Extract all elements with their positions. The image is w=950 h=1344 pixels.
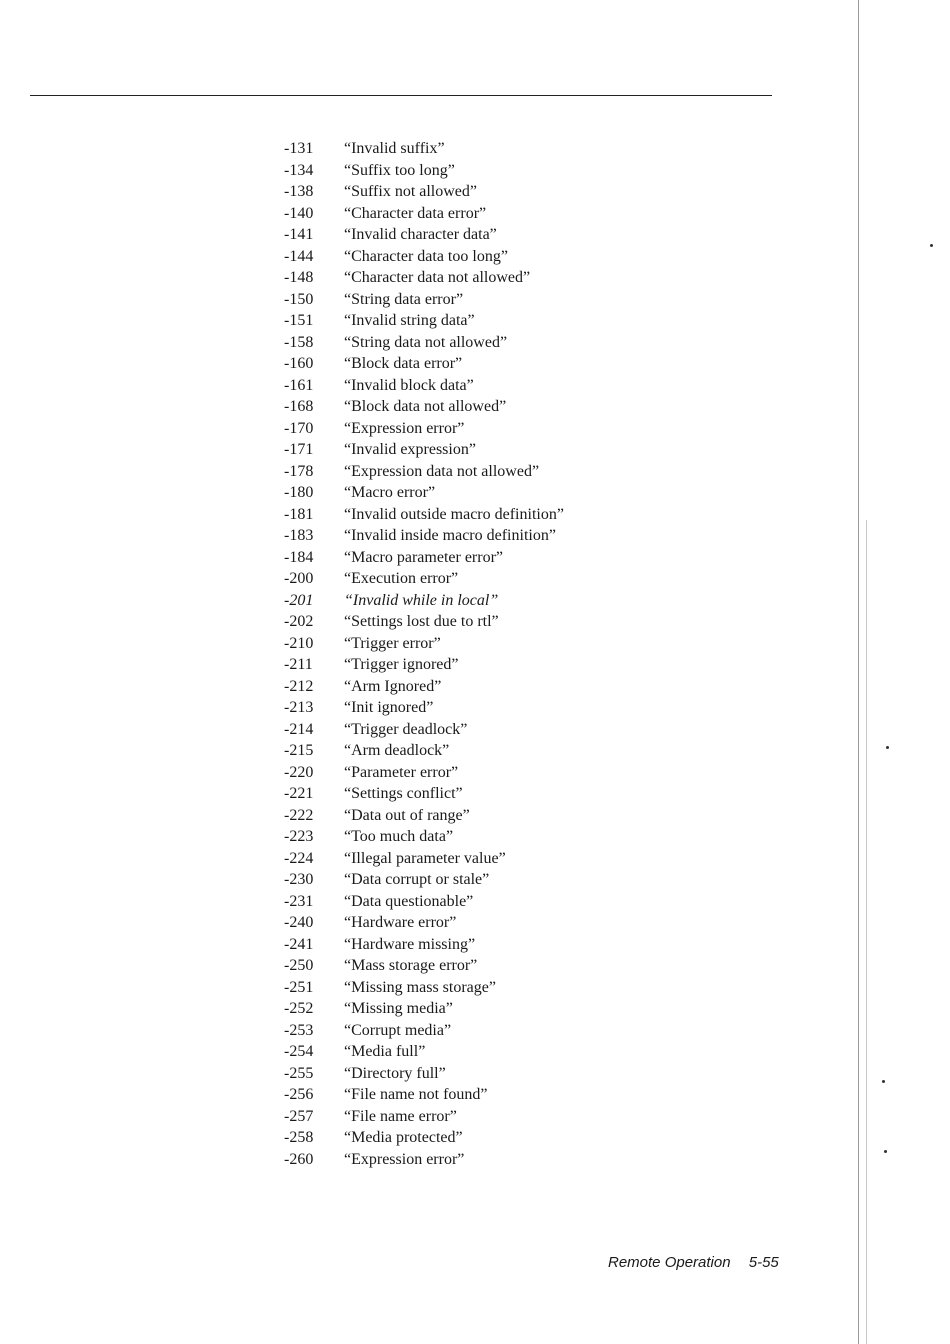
error-row <box>284 547 564 569</box>
error-code: -258 <box>284 1129 314 1146</box>
error-code: -150 <box>284 290 314 308</box>
error-message: “String data not allowed” <box>344 333 508 351</box>
error-row <box>284 267 564 289</box>
error-row <box>284 310 564 332</box>
error-code: -221 <box>284 785 314 802</box>
error-row <box>284 977 564 999</box>
error-code: -213 <box>284 699 314 716</box>
error-message: “Trigger error” <box>344 634 441 652</box>
error-message: “Too much data” <box>344 828 454 845</box>
error-row <box>284 826 564 848</box>
error-code: -214 <box>284 720 314 738</box>
error-code: -151 <box>284 312 314 329</box>
error-row <box>284 633 564 655</box>
error-row <box>284 654 564 676</box>
error-code: -222 <box>284 806 314 824</box>
error-code: -141 <box>284 226 314 243</box>
error-code: -202 <box>284 613 314 630</box>
error-row <box>284 848 564 870</box>
error-message: “Trigger deadlock” <box>344 720 468 738</box>
error-message: “Invalid string data” <box>344 312 475 329</box>
error-code: -230 <box>284 871 314 888</box>
error-row <box>284 762 564 784</box>
footer-page-number: 5-55 <box>748 1254 779 1271</box>
error-row <box>284 783 564 805</box>
error-code: -180 <box>284 484 314 501</box>
error-code: -255 <box>284 1064 314 1082</box>
error-message: “Data out of range” <box>344 806 470 824</box>
error-row <box>284 1063 564 1085</box>
error-row <box>284 740 564 762</box>
error-row <box>284 375 564 397</box>
error-code: -148 <box>284 269 314 286</box>
error-row <box>284 676 564 698</box>
error-row <box>284 525 564 547</box>
error-code: -170 <box>284 419 314 437</box>
error-code: -134 <box>284 161 314 179</box>
error-message: “Invalid inside macro definition” <box>344 527 556 544</box>
error-row <box>284 590 564 612</box>
error-code: -240 <box>284 914 314 931</box>
error-code: -201 <box>284 591 314 609</box>
error-code: -250 <box>284 957 314 974</box>
error-code: -224 <box>284 849 314 867</box>
page-footer <box>608 1254 779 1271</box>
error-message: “Block data not allowed” <box>344 398 507 415</box>
error-message: “Invalid character data” <box>344 226 497 243</box>
error-code: -178 <box>284 462 314 480</box>
error-code: -183 <box>284 527 314 544</box>
error-code: -181 <box>284 505 314 523</box>
error-message: “Invalid suffix” <box>344 140 445 157</box>
scan-speck <box>884 1150 887 1153</box>
scan-speck <box>882 1080 885 1083</box>
error-code: -231 <box>284 892 314 910</box>
error-message: “Media protected” <box>344 1129 463 1146</box>
error-message: “Hardware missing” <box>344 935 476 953</box>
error-message: “Data corrupt or stale” <box>344 871 490 888</box>
error-row <box>284 332 564 354</box>
page-edge-line <box>858 0 859 1344</box>
error-row <box>284 1106 564 1128</box>
error-row <box>284 934 564 956</box>
error-row <box>284 138 564 160</box>
error-message: “Expression data not allowed” <box>344 462 540 480</box>
error-code: -251 <box>284 978 314 996</box>
error-message: “Data questionable” <box>344 892 474 910</box>
error-message: “File name not found” <box>344 1086 488 1103</box>
error-row <box>284 482 564 504</box>
error-row <box>284 1127 564 1149</box>
error-message: “Init ignored” <box>344 699 434 716</box>
error-code: -138 <box>284 183 314 200</box>
error-code: -140 <box>284 204 314 222</box>
error-message: “Media full” <box>344 1043 426 1060</box>
error-message: “Execution error” <box>344 570 459 587</box>
error-message: “Illegal parameter value” <box>344 849 506 867</box>
error-message: “Expression error” <box>344 419 465 437</box>
error-message: “Missing media” <box>344 1000 453 1017</box>
error-code: -254 <box>284 1043 314 1060</box>
error-row <box>284 504 564 526</box>
error-row <box>284 246 564 268</box>
error-code: -212 <box>284 677 314 695</box>
error-message: “Suffix too long” <box>344 161 455 179</box>
error-code: -168 <box>284 398 314 415</box>
page-edge-line-secondary <box>866 520 867 1344</box>
error-message: “Trigger ignored” <box>344 656 459 673</box>
footer-section-name: Remote Operation <box>608 1254 731 1271</box>
scan-speck <box>930 244 933 247</box>
error-message: “Macro error” <box>344 484 436 501</box>
error-code: -161 <box>284 376 314 394</box>
error-row <box>284 891 564 913</box>
error-code: -184 <box>284 548 314 566</box>
error-message: “Block data error” <box>344 355 463 372</box>
error-message: “Character data error” <box>344 204 487 222</box>
error-row <box>284 697 564 719</box>
header-rule <box>30 95 772 96</box>
error-row <box>284 1149 564 1171</box>
error-code: -253 <box>284 1021 314 1039</box>
error-message: “Corrupt media” <box>344 1021 452 1039</box>
error-code: -215 <box>284 742 314 759</box>
error-code: -223 <box>284 828 314 845</box>
error-message: “Invalid while in local” <box>344 591 499 609</box>
error-row <box>284 869 564 891</box>
error-message: “Parameter error” <box>344 763 459 781</box>
error-code: -257 <box>284 1107 314 1125</box>
error-row <box>284 912 564 934</box>
error-message: “Settings lost due to rtl” <box>344 613 499 630</box>
error-code: -144 <box>284 247 314 265</box>
error-message: “Character data too long” <box>344 247 508 265</box>
error-row <box>284 998 564 1020</box>
error-row <box>284 1041 564 1063</box>
error-code: -131 <box>284 140 314 157</box>
error-code: -256 <box>284 1086 314 1103</box>
error-code: -171 <box>284 441 314 458</box>
error-row <box>284 955 564 977</box>
error-code: -220 <box>284 763 314 781</box>
error-row <box>284 289 564 311</box>
error-message: “Expression error” <box>344 1150 465 1168</box>
error-code: -260 <box>284 1150 314 1168</box>
error-message: “Settings conflict” <box>344 785 463 802</box>
error-row <box>284 439 564 461</box>
error-row <box>284 396 564 418</box>
error-code: -210 <box>284 634 314 652</box>
error-row <box>284 1084 564 1106</box>
error-row <box>284 611 564 633</box>
error-message: “Suffix not allowed” <box>344 183 478 200</box>
error-code: -241 <box>284 935 314 953</box>
error-row <box>284 568 564 590</box>
error-row <box>284 181 564 203</box>
error-message: “Character data not allowed” <box>344 269 531 286</box>
error-row <box>284 461 564 483</box>
error-message: “Hardware error” <box>344 914 457 931</box>
error-row <box>284 805 564 827</box>
error-code: -158 <box>284 333 314 351</box>
error-message: “Directory full” <box>344 1064 446 1082</box>
error-message: “Arm Ignored” <box>344 677 442 695</box>
error-code: -211 <box>284 656 313 673</box>
scan-speck <box>886 746 889 749</box>
error-message: “Invalid expression” <box>344 441 476 458</box>
error-row <box>284 160 564 182</box>
error-message: “Invalid block data” <box>344 376 474 394</box>
error-message: “String data error” <box>344 290 464 308</box>
error-row <box>284 353 564 375</box>
error-message: “Mass storage error” <box>344 957 478 974</box>
error-row <box>284 224 564 246</box>
error-message: “File name error” <box>344 1107 457 1125</box>
error-message: “Missing mass storage” <box>344 978 496 996</box>
error-message: “Macro parameter error” <box>344 548 503 566</box>
error-code: -252 <box>284 1000 314 1017</box>
error-message: “Invalid outside macro definition” <box>344 505 564 523</box>
error-code: -160 <box>284 355 314 372</box>
error-row <box>284 719 564 741</box>
error-row <box>284 203 564 225</box>
error-code: -200 <box>284 570 314 587</box>
error-message: “Arm deadlock” <box>344 742 450 759</box>
error-row <box>284 418 564 440</box>
error-row <box>284 1020 564 1042</box>
error-code-list <box>284 138 564 1170</box>
